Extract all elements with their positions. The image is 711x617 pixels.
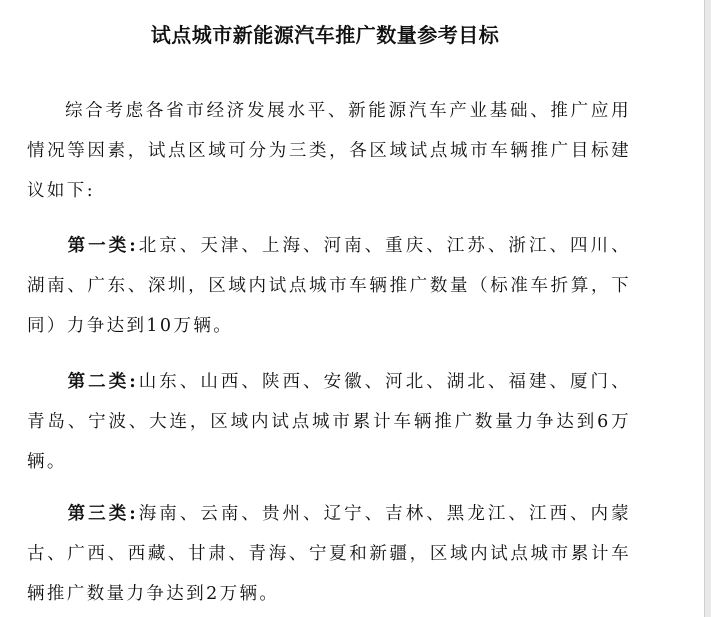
category-1-label: 第一类: [67,236,139,256]
category-3-paragraph [27,494,631,614]
page-edge-scrollbar [704,0,711,617]
document-title: 试点城市新能源汽车推广数量参考目标 [150,23,500,48]
category-2-label: 第二类: [67,372,139,392]
category-2-paragraph [27,362,631,482]
category-3-label: 第三类: [67,504,139,524]
category-3-text: 海南、云南、贵州、辽宁、吉林、黑龙江、江西、内蒙古、广西、西藏、甘肃、青海、宁夏和新疆，区域内试点城市累计车辆推广数量力争达到2万辆。 [27,504,631,604]
category-1-paragraph [27,226,631,346]
intro-paragraph: 综合考虑各省市经济发展水平、新能源汽车产业基础、推广应用情况等因素，试点区域可分为三类，各区域试点城市车辆推广目标建议如下: [27,101,631,201]
category-1-text: 北京、天津、上海、河南、重庆、江苏、浙江、四川、湖南、广东、深圳，区域内试点城市车辆推广数量（标准车折算，下同）力争达到10万辆。 [27,236,631,336]
category-2-text: 山东、山西、陕西、安徽、河北、湖北、福建、厦门、青岛、宁波、大连，区域内试点城市累计车辆推广数量力争达到6万辆。 [27,372,631,472]
